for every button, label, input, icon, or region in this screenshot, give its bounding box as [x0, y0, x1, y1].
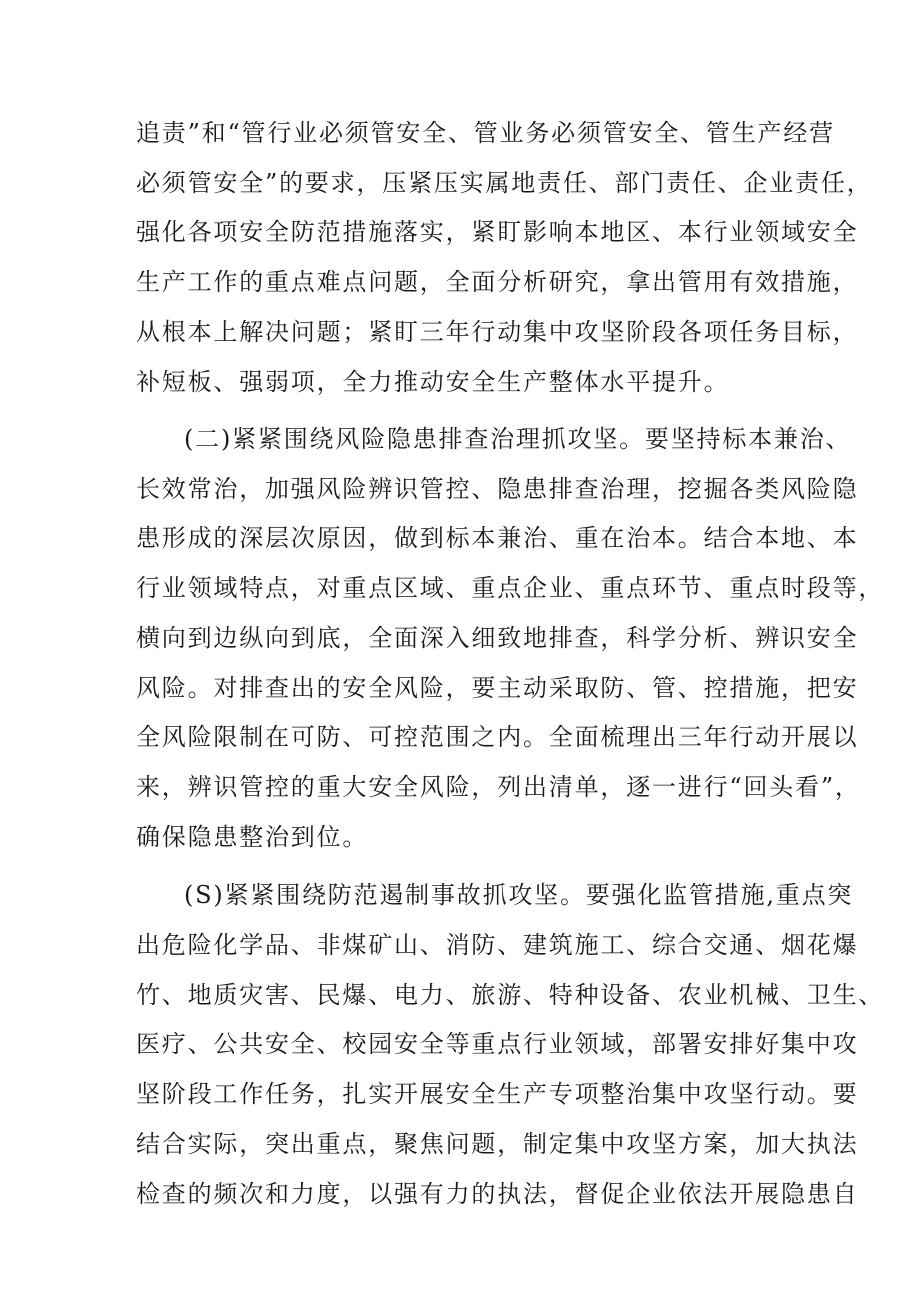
text-line: 确保隐患整治到位。: [136, 823, 369, 851]
text-line: 出危险化学品、非煤矿山、消防、建筑施工、综合交通、烟花爆: [136, 931, 859, 959]
text-line: 行业领域特点，对重点区域、重点企业、重点环节、重点时段等，: [136, 574, 885, 602]
text-line: 患形成的深层次原因，做到标本兼治、重在治本。结合本地、本: [136, 524, 859, 552]
text-line: 强化各项安全防范措施落实，紧盯影响本地区、本行业领域安全: [136, 218, 859, 246]
text-line: 医疗、公共安全、校园安全等重点行业领域，部署安排好集中攻: [136, 1030, 859, 1058]
section-heading-line: (二)紧紧围绕风险隐患排查治理抓攻坚。要坚持标本兼治、: [184, 425, 852, 453]
text-line: 全风险限制在可防、可控范围之内。全面梳理出三年行动开展以: [136, 723, 859, 751]
text-line: 来，辨识管控的重大安全风险，列出清单，逐一进行“回头看”，: [136, 773, 861, 801]
text-line: 长效常治，加强风险辨识管控、隐患排查治理，挖掘各类风险隐: [136, 475, 859, 503]
text-line: 检查的频次和力度，以强有力的执法，督促企业依法开展隐患自: [136, 1180, 859, 1208]
text-line: 竹、地质灾害、民爆、电力、旅游、特种设备、农业机械、卫生、: [136, 981, 885, 1009]
text-line: 补短板、强弱项，全力推动安全生产整体水平提升。: [136, 368, 730, 396]
text-line: 结合实际，突出重点，聚焦问题，制定集中攻坚方案，加大执法: [136, 1130, 859, 1158]
text-line: 横向到边纵向到底，全面深入细致地排查，科学分析、辨识安全: [136, 624, 859, 652]
text-line: 追责”和“管行业必须管安全、管业务必须管安全、管生产经营: [136, 119, 835, 147]
text-line: 生产工作的重点难点问题，全面分析研究，拿出管用有效措施，: [136, 268, 859, 296]
text-line: 坚阶段工作任务，扎实开展安全生产专项整治集中攻坚行动。要: [136, 1080, 859, 1108]
text-line: 必须管安全”的要求，压紧压实属地责任、部门责任、企业责任，: [136, 169, 873, 197]
text-line: 从根本上解决问题；紧盯三年行动集中攻坚阶段各项任务目标，: [136, 318, 859, 346]
text-line: 风险。对排查出的安全风险，要主动采取防、管、控措施，把安: [136, 674, 859, 702]
section-heading-line: (S)紧紧围绕防范遏制事故抓攻坚。要强化监管措施,重点突: [184, 881, 854, 909]
